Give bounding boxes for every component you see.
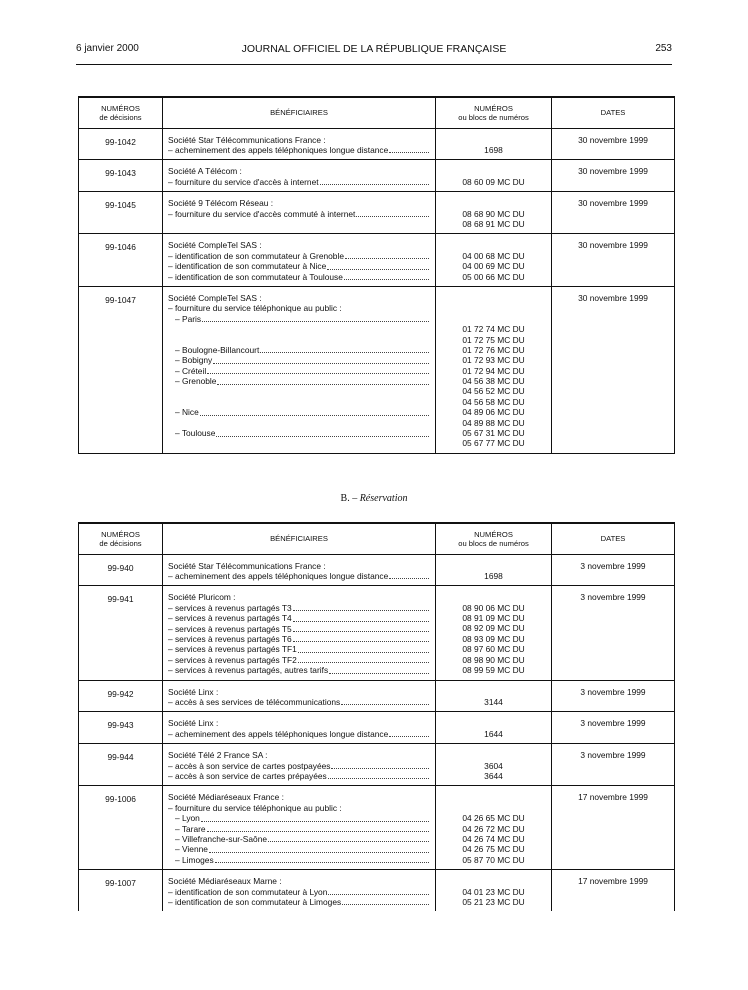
beneficiary-cell: [163, 192, 436, 234]
beneficiary-text: – Paris: [175, 313, 202, 324]
beneficiary-line: [168, 687, 431, 697]
attribution-table: [78, 96, 675, 454]
dot-leader: [389, 571, 429, 579]
number-block-cell: [436, 744, 552, 786]
beneficiary-line: [168, 240, 431, 250]
dot-leader: [298, 655, 429, 663]
beneficiary-text: – acheminement des appels téléphoniques longue distance: [168, 728, 389, 739]
col-header-dates: DATES: [552, 523, 675, 554]
number-block: 1698: [484, 144, 503, 155]
decision-number: 99-1046: [79, 234, 163, 287]
number-block: 05 87 70 MC DU: [462, 854, 525, 865]
number-block: [436, 240, 551, 250]
table-row: [79, 586, 675, 680]
decision-number: 99-942: [79, 680, 163, 712]
dot-leader: [356, 209, 429, 217]
number-block: 08 92 09 MC DU: [462, 623, 525, 634]
dot-leader: [213, 355, 429, 363]
number-block: 05 00 66 MC DU: [462, 271, 525, 282]
number-block-cell: [436, 286, 552, 453]
number-block: 1698: [484, 570, 503, 581]
beneficiary-line: [168, 624, 431, 634]
beneficiary-line: [168, 634, 431, 644]
number-block-cell: [436, 234, 552, 287]
number-block: [436, 561, 551, 571]
number-block: 04 00 69 MC DU: [462, 261, 525, 272]
table-row: [79, 128, 675, 160]
beneficiary-text: – services à revenus partagés T6: [168, 633, 292, 644]
dot-leader: [331, 761, 429, 769]
beneficiary-cell: [163, 554, 436, 586]
decision-date: 17 novembre 1999: [552, 786, 675, 870]
beneficiary-line: [168, 571, 431, 581]
dot-leader: [293, 624, 429, 632]
col-header-decisions: NUMÉROS de décisions: [79, 523, 163, 554]
beneficiary-text: – Bobigny: [175, 355, 213, 366]
dot-leader: [216, 428, 429, 436]
beneficiary-line: [168, 366, 431, 376]
number-block: [436, 166, 551, 176]
decision-number: 99-1042: [79, 128, 163, 160]
beneficiary-line: [168, 887, 431, 897]
header-rule: [76, 64, 672, 65]
number-block: 05 21 23 MC DU: [462, 897, 525, 908]
number-block: 3144: [484, 696, 503, 707]
beneficiary-text: – identification de son commutateur à Grenoble: [168, 250, 344, 261]
beneficiary-text: – services à revenus partagés T4: [168, 613, 292, 624]
dot-leader: [207, 366, 429, 374]
decision-date: 3 novembre 1999: [552, 554, 675, 586]
beneficiary-line: [168, 561, 431, 571]
decision-date: 30 novembre 1999: [552, 286, 675, 453]
beneficiary-line: [168, 345, 431, 355]
number-block: 04 26 74 MC DU: [462, 833, 525, 844]
beneficiary-text: – services à revenus partagés TF1: [168, 644, 297, 655]
number-block-cell: [436, 554, 552, 586]
number-block: 01 72 94 MC DU: [462, 365, 525, 376]
beneficiary-text: Société Linx :: [168, 718, 219, 729]
dot-leader: [217, 376, 429, 384]
beneficiary-text: – services à revenus partagés TF2: [168, 654, 297, 665]
beneficiary-text: – fourniture du service d'accès à internet: [168, 176, 319, 187]
number-block: 1644: [484, 728, 503, 739]
decision-number: 99-1006: [79, 786, 163, 870]
number-block: [436, 293, 551, 303]
number-block: 08 93 09 MC DU: [462, 633, 525, 644]
dot-leader: [293, 613, 429, 621]
beneficiary-line: [168, 397, 431, 407]
beneficiary-cell: [163, 286, 436, 453]
dot-leader: [298, 644, 429, 652]
number-block-cell: [436, 786, 552, 870]
dot-leader: [200, 407, 429, 415]
decision-date: 3 novembre 1999: [552, 680, 675, 712]
beneficiary-line: [168, 428, 431, 438]
number-block: 3604: [484, 760, 503, 771]
beneficiary-line: [168, 876, 431, 886]
beneficiary-text: – services à revenus partagés, autres tarifs: [168, 665, 329, 676]
beneficiary-text: – Boulogne-Billancourt: [175, 344, 260, 355]
beneficiary-line: [168, 761, 431, 771]
col-header-beneficiaires: BÉNÉFICIAIRES: [163, 523, 436, 554]
beneficiary-text: – acheminement des appels téléphoniques longue distance: [168, 570, 389, 581]
decision-number: 99-1047: [79, 286, 163, 453]
beneficiary-text: – fourniture du service d'accès commuté à internet: [168, 208, 356, 219]
section-title: B. – Réservation: [340, 493, 408, 504]
dot-leader: [268, 834, 429, 842]
dot-leader: [201, 813, 429, 821]
beneficiary-line: [168, 792, 431, 802]
dot-leader: [327, 261, 429, 269]
beneficiary-line: [168, 355, 431, 365]
number-block: 08 98 90 MC DU: [462, 654, 525, 665]
beneficiary-text: Société Médiaréseaux France :: [168, 792, 284, 803]
dot-leader: [209, 844, 429, 852]
col-header-decisions: NUMÉROS de décisions: [79, 97, 163, 128]
beneficiary-line: [168, 418, 431, 428]
decision-date: 30 novembre 1999: [552, 128, 675, 160]
beneficiary-text: – services à revenus partagés T3: [168, 602, 292, 613]
page-number: 253: [655, 43, 672, 54]
beneficiary-text: Société Star Télécommunications France :: [168, 134, 326, 145]
number-block: [436, 198, 551, 208]
beneficiary-line: [168, 209, 431, 219]
beneficiary-text: Société Pluricom :: [168, 592, 236, 603]
number-block: 05 67 31 MC DU: [462, 428, 525, 439]
beneficiary-text: – identification de son commutateur à Nice: [168, 261, 327, 272]
beneficiary-line: [168, 813, 431, 823]
dot-leader: [260, 345, 429, 353]
beneficiary-line: [168, 439, 431, 449]
number-block: 04 26 65 MC DU: [462, 813, 525, 824]
beneficiary-line: [168, 198, 431, 208]
beneficiary-text: Société Linx :: [168, 686, 219, 697]
beneficiary-line: [168, 293, 431, 303]
number-block: 08 91 09 MC DU: [462, 613, 525, 624]
beneficiary-line: [168, 219, 431, 229]
table-row: [79, 870, 675, 912]
table-row: [79, 192, 675, 234]
beneficiary-text: – Toulouse: [175, 428, 216, 439]
dot-leader: [389, 729, 429, 737]
beneficiary-line: [168, 145, 431, 155]
beneficiary-text: – identification de son commutateur à Toulouse: [168, 271, 343, 282]
beneficiary-line: [168, 261, 431, 271]
dot-leader: [389, 145, 429, 153]
beneficiary-line: [168, 697, 431, 707]
number-block: 01 72 74 MC DU: [462, 324, 525, 335]
dot-leader: [328, 771, 429, 779]
decision-date: 30 novembre 1999: [552, 192, 675, 234]
beneficiary-cell: [163, 586, 436, 680]
beneficiary-line: [168, 251, 431, 261]
beneficiary-line: [168, 750, 431, 760]
number-block: 04 89 88 MC DU: [462, 417, 525, 428]
beneficiary-line: [168, 897, 431, 907]
number-block: 01 72 76 MC DU: [462, 344, 525, 355]
number-block: 04 56 38 MC DU: [462, 376, 525, 387]
beneficiary-text: – identification de son commutateur à Lyon: [168, 886, 328, 897]
beneficiary-text: Société Star Télécommunications France :: [168, 560, 326, 571]
number-block: [436, 803, 551, 813]
beneficiary-line: [168, 718, 431, 728]
beneficiary-line: [168, 407, 431, 417]
decision-date: 3 novembre 1999: [552, 586, 675, 680]
beneficiary-line: [168, 644, 431, 654]
decision-number: 99-1045: [79, 192, 163, 234]
number-block-cell: [436, 192, 552, 234]
beneficiary-text: Société CompleTel SAS :: [168, 240, 262, 251]
number-block: 01 72 75 MC DU: [462, 334, 525, 345]
number-block: [436, 314, 551, 324]
decision-number: 99-941: [79, 586, 163, 680]
table-row: [79, 554, 675, 586]
dot-leader: [293, 634, 429, 642]
decision-number: 99-944: [79, 744, 163, 786]
dot-leader: [329, 665, 429, 673]
table-row: [79, 744, 675, 786]
number-block: 08 68 91 MC DU: [462, 218, 525, 229]
decision-date: 30 novembre 1999: [552, 234, 675, 287]
page-header: [76, 43, 672, 59]
number-block: [436, 592, 551, 602]
number-block: 05 67 77 MC DU: [462, 438, 525, 449]
number-block: 3644: [484, 770, 503, 781]
number-block: 04 56 58 MC DU: [462, 396, 525, 407]
col-header-beneficiaires: BÉNÉFICIAIRES: [163, 97, 436, 128]
col-header-dates: DATES: [552, 97, 675, 128]
col-header-numeros: NUMÉROS ou blocs de numéros: [436, 97, 552, 128]
beneficiary-text: Société Médiaréseaux Marne :: [168, 876, 282, 887]
beneficiary-text: – Nice: [175, 407, 199, 418]
table-row: [79, 234, 675, 287]
decision-date: 30 novembre 1999: [552, 160, 675, 192]
decision-date: 3 novembre 1999: [552, 744, 675, 786]
decision-date: 17 novembre 1999: [552, 870, 675, 912]
number-block: [436, 135, 551, 145]
dot-leader: [328, 887, 429, 895]
beneficiary-text: – Tarare: [175, 823, 206, 834]
beneficiary-text: – Vienne: [175, 844, 208, 855]
beneficiary-text: – Limoges: [175, 854, 214, 865]
beneficiary-line: [168, 613, 431, 623]
beneficiary-line: [168, 729, 431, 739]
beneficiary-text: – accès à son service de cartes postpayées: [168, 760, 331, 771]
beneficiary-line: [168, 303, 431, 313]
beneficiary-text: – accès à ses services de télécommunications: [168, 696, 341, 707]
table-row: [79, 286, 675, 453]
number-block: [436, 750, 551, 760]
beneficiary-line: [168, 855, 431, 865]
number-block: [436, 718, 551, 728]
number-block: 08 60 09 MC DU: [462, 176, 525, 187]
dot-leader: [215, 855, 429, 863]
number-block: 08 97 60 MC DU: [462, 644, 525, 655]
dot-leader: [345, 251, 429, 259]
decision-number: 99-940: [79, 554, 163, 586]
beneficiary-text: – Lyon: [175, 813, 200, 824]
table-row: [79, 680, 675, 712]
number-block: 04 56 52 MC DU: [462, 386, 525, 397]
beneficiary-cell: [163, 234, 436, 287]
dot-leader: [293, 603, 429, 611]
beneficiary-line: [168, 314, 431, 324]
beneficiary-text: – fourniture du service téléphonique au public :: [168, 303, 342, 314]
beneficiary-text: – fourniture du service téléphonique au public :: [168, 802, 342, 813]
beneficiary-text: – accès à son service de cartes prépayées: [168, 771, 327, 781]
journal-title: JOURNAL OFFICIEL DE LA RÉPUBLIQUE FRANÇAISE: [241, 43, 507, 55]
number-block: 04 00 68 MC DU: [462, 250, 525, 261]
beneficiary-cell: [163, 160, 436, 192]
number-block: [436, 876, 551, 886]
number-block: [436, 687, 551, 697]
beneficiary-cell: [163, 786, 436, 870]
beneficiary-line: [168, 376, 431, 386]
beneficiary-line: [168, 844, 431, 854]
dot-leader: [207, 824, 429, 832]
number-block-cell: [436, 680, 552, 712]
beneficiary-line: [168, 335, 431, 345]
beneficiary-text: – Créteil: [175, 365, 207, 376]
decision-date: 3 novembre 1999: [552, 712, 675, 744]
beneficiary-text: – acheminement des appels téléphoniques longue distance: [168, 144, 389, 155]
number-block: [436, 792, 551, 802]
col-header-numeros: NUMÉROS ou blocs de numéros: [436, 523, 552, 554]
dot-leader: [341, 697, 429, 705]
beneficiary-text: Société CompleTel SAS :: [168, 292, 262, 303]
number-block: 01 72 93 MC DU: [462, 355, 525, 366]
issue-date: 6 janvier 2000: [76, 43, 139, 54]
table-row: [79, 786, 675, 870]
beneficiary-line: [168, 834, 431, 844]
beneficiary-line: [168, 803, 431, 813]
decision-number: 99-1043: [79, 160, 163, 192]
beneficiary-line: [168, 771, 431, 781]
table-row: [79, 160, 675, 192]
number-block-cell: [436, 160, 552, 192]
beneficiary-cell: [163, 712, 436, 744]
beneficiary-text: – identification de son commutateur à Limoges: [168, 897, 342, 908]
beneficiary-cell: [163, 870, 436, 912]
beneficiary-cell: [163, 744, 436, 786]
beneficiary-text: – Villefranche-sur-Saône: [175, 834, 268, 845]
number-block: 08 99 59 MC DU: [462, 665, 525, 676]
number-block: 04 26 75 MC DU: [462, 844, 525, 855]
decision-number: 99-1007: [79, 870, 163, 912]
decision-number: 99-943: [79, 712, 163, 744]
number-block: 04 89 06 MC DU: [462, 407, 525, 418]
beneficiary-line: [168, 324, 431, 334]
beneficiary-cell: [163, 680, 436, 712]
beneficiary-text: – services à revenus partagés T5: [168, 623, 292, 634]
number-block: 04 26 72 MC DU: [462, 823, 525, 834]
beneficiary-line: [168, 592, 431, 602]
table-row: [79, 712, 675, 744]
number-block-cell: [436, 712, 552, 744]
beneficiary-line: [168, 655, 431, 665]
number-block: 08 68 90 MC DU: [462, 208, 525, 219]
beneficiary-line: [168, 272, 431, 282]
dot-leader: [202, 314, 429, 322]
number-block: 04 01 23 MC DU: [462, 886, 525, 897]
beneficiary-line: [168, 387, 431, 397]
beneficiary-line: [168, 665, 431, 675]
dot-leader: [320, 177, 429, 185]
number-block-cell: [436, 586, 552, 680]
beneficiary-text: Société Télé 2 France SA :: [168, 750, 268, 761]
beneficiary-cell: [163, 128, 436, 160]
number-block-cell: [436, 128, 552, 160]
dot-leader: [342, 897, 429, 905]
reservation-table: [78, 522, 675, 911]
dot-leader: [344, 272, 429, 280]
beneficiary-line: [168, 177, 431, 187]
beneficiary-text: – Grenoble: [175, 376, 217, 387]
number-block: [436, 303, 551, 313]
beneficiary-line: [168, 166, 431, 176]
beneficiary-text: Société A Télécom :: [168, 166, 242, 177]
beneficiary-text: Société 9 Télécom Réseau :: [168, 198, 274, 209]
number-block: 08 90 06 MC DU: [462, 602, 525, 613]
number-block-cell: [436, 870, 552, 912]
beneficiary-line: [168, 603, 431, 613]
beneficiary-line: [168, 824, 431, 834]
beneficiary-line: [168, 135, 431, 145]
